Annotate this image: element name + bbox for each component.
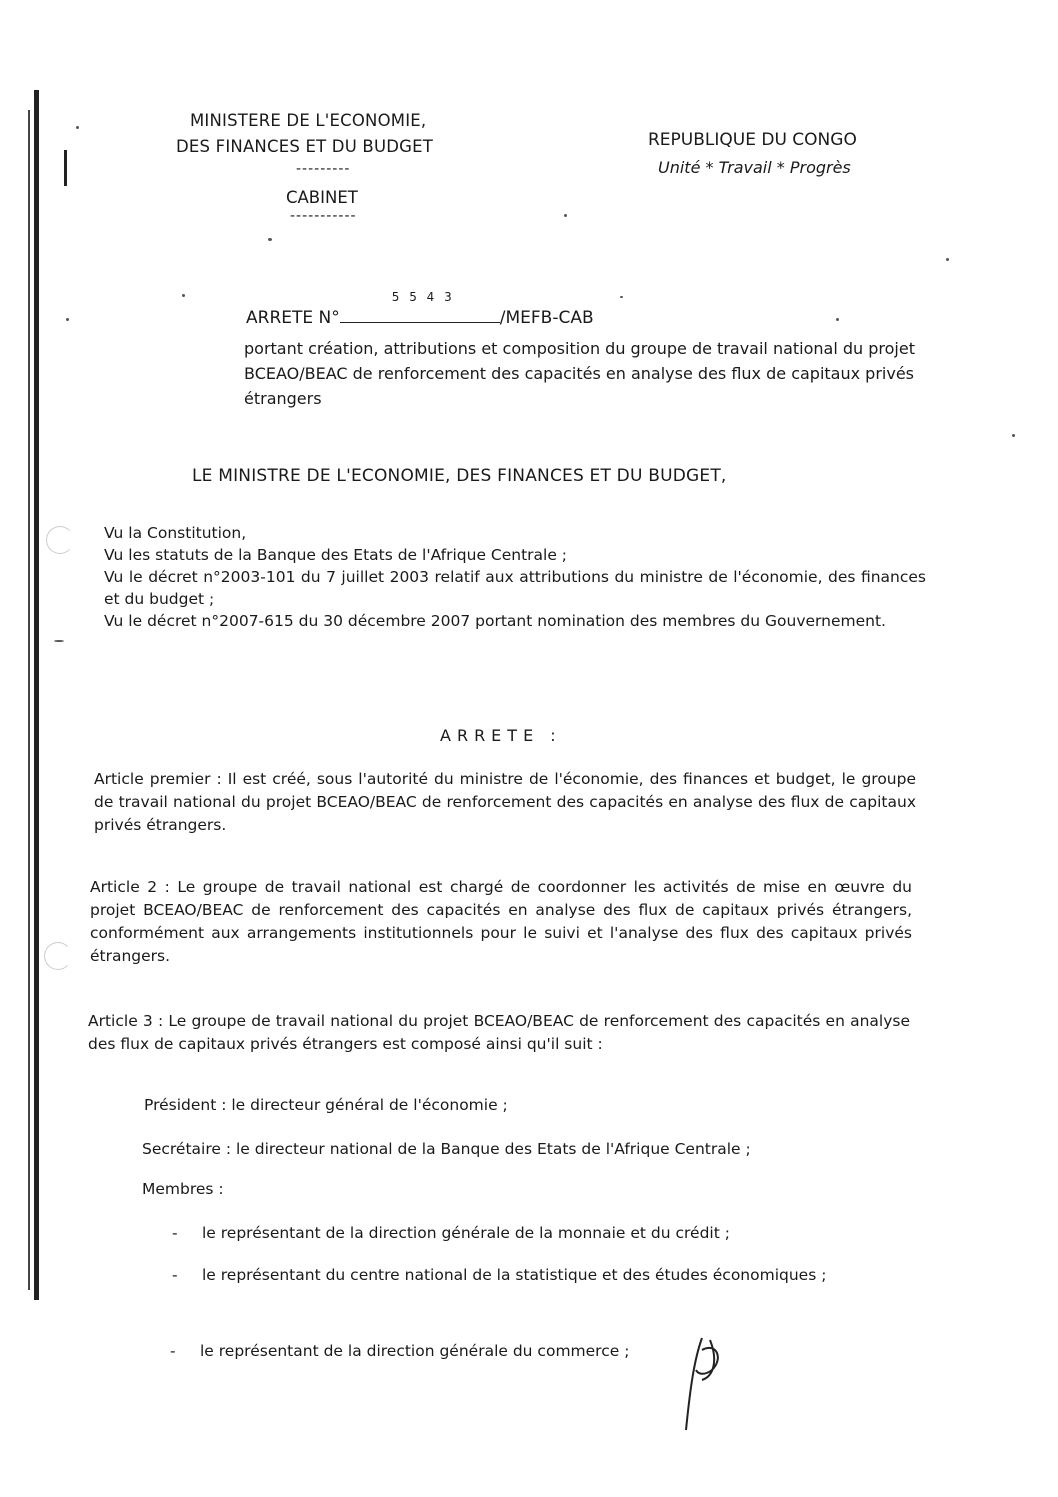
member-item: - le représentant de la direction générale du commerce ; xyxy=(200,1340,920,1363)
cabinet-separator: ----------- xyxy=(290,208,357,224)
ministry-line-2: DES FINANCES ET DU BUDGET xyxy=(176,137,434,156)
cabinet-header xyxy=(286,188,358,225)
scan-speck xyxy=(66,318,69,321)
decree-number-line xyxy=(246,290,594,328)
decree-subject: portant création, attributions et composition du groupe de travail national du projet BCEAO/BEAC de renforcement des capacités en analyse des flux de capitaux privés étrangers xyxy=(244,339,915,408)
scan-speck xyxy=(268,238,272,241)
secretary-line: Secrétaire : le directeur national de la Banque des Etats de l'Afrique Centrale ; xyxy=(142,1140,751,1158)
handwritten-initials xyxy=(672,1330,732,1440)
scan-speck xyxy=(946,258,949,261)
article-text: Il est créé, sous l'autorité du ministre de l'économie, des finances et budget, le groupe de travail national du projet BCEAO/BEAC de renforcement des capacités en analyse des flux de capitaux privés étrangers. xyxy=(94,770,917,834)
cabinet-label: CABINET xyxy=(286,188,358,207)
minister-title: LE MINISTRE DE L'ECONOMIE, DES FINANCES ET DU BUDGET, xyxy=(192,466,727,486)
decree-number-blank xyxy=(340,290,500,323)
scan-edge-mark xyxy=(64,150,67,186)
visa-item: Vu les statuts de la Banque des Etats de l'Afrique Centrale ; xyxy=(104,546,568,564)
visa-item: Vu la Constitution, xyxy=(104,524,247,542)
president-line: Président : le directeur général de l'économie ; xyxy=(144,1096,508,1114)
arrete-heading: ARRETE : xyxy=(440,726,562,745)
article-label: Article 3 : xyxy=(88,1012,164,1030)
article-label: Article 2 : xyxy=(90,878,170,896)
visa-item: Vu le décret n°2003-101 du 7 juillet 2003 relatif aux attributions du ministre de l'économie, des finances et du budget ; xyxy=(104,568,926,608)
members-label: Membres : xyxy=(142,1180,224,1198)
scan-speck xyxy=(836,318,839,321)
article-text: Le groupe de travail national est chargé de coordonner les activités de mise en œuvre du projet BCEAO/BEAC de renforcement des capacités en analyse des flux de capitaux privés étrangers, conformément aux arrangements institutionnels pour le suivi et l'analyse des flux des capitaux privés étrangers. xyxy=(90,878,912,965)
punch-hole xyxy=(46,526,74,554)
decree-suffix: /MEFB-CAB xyxy=(499,308,594,328)
ministry-separator: --------- xyxy=(296,161,351,177)
member-item: - le représentant du centre national de la statistique et des études économiques ; xyxy=(202,1264,892,1287)
article-2 xyxy=(90,876,912,968)
ministry-header xyxy=(176,108,433,178)
punch-hole xyxy=(44,942,72,970)
member-item: - le représentant de la direction générale de la monnaie et du crédit ; xyxy=(202,1222,922,1245)
scan-speck xyxy=(182,294,185,297)
scan-edge-line xyxy=(28,110,30,1290)
article-3 xyxy=(88,1010,910,1056)
decree-prefix: ARRETE N° xyxy=(246,308,340,328)
ministry-line-1: MINISTERE DE L'ECONOMIE, xyxy=(190,111,427,130)
republic-header xyxy=(648,126,857,182)
scan-speck xyxy=(54,640,64,642)
republic-motto: Unité * Travail * Progrès xyxy=(658,158,851,177)
scan-edge-line xyxy=(34,90,39,1300)
decree-number: 5 5 4 3 xyxy=(391,290,455,304)
article-text: Le groupe de travail national du projet BCEAO/BEAC de renforcement des capacités en analyse des flux de capitaux privés étrangers est composé ainsi qu'il suit : xyxy=(88,1012,910,1053)
article-label: Article premier : xyxy=(94,770,222,788)
republic-name: REPUBLIQUE DU CONGO xyxy=(648,130,857,150)
scan-speck xyxy=(1012,434,1015,437)
article-1 xyxy=(94,768,916,837)
visa-item: Vu le décret n°2007-615 du 30 décembre 2007 portant nomination des membres du Gouvernement. xyxy=(104,612,886,630)
scan-speck xyxy=(620,296,623,298)
scan-speck xyxy=(76,126,79,129)
visas-block xyxy=(104,522,926,632)
scan-speck xyxy=(564,214,567,217)
